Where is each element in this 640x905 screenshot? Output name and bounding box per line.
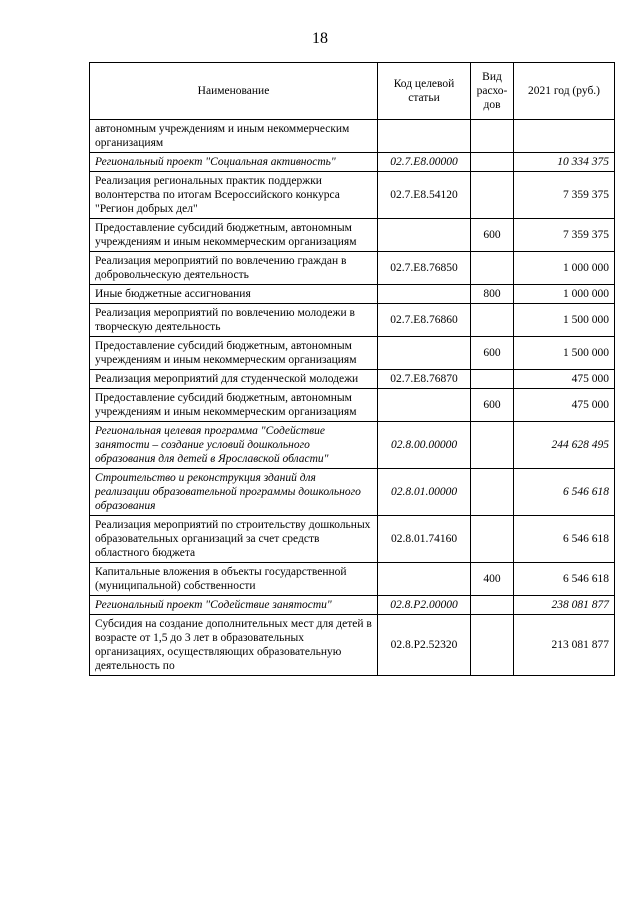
row-name-cell: Реализация региональных практик поддержки волонтерства по итогам Всероссийского конкурса "Регион добрых дел" [90, 172, 378, 219]
row-amount-cell: 238 081 877 [514, 596, 615, 615]
row-name-cell: Реализация мероприятий по вовлечению молодежи в творческую деятельность [90, 304, 378, 337]
row-name-cell: Реализация мероприятий для студенческой молодежи [90, 370, 378, 389]
table-row [90, 172, 615, 219]
table-row [90, 563, 615, 596]
table-row [90, 285, 615, 304]
row-name-cell: Региональная целевая программа "Содействие занятости – создание условий дошкольного образования для детей в Ярославской области" [90, 422, 378, 469]
row-expense-kind-cell [471, 516, 514, 563]
row-expense-kind-cell: 800 [471, 285, 514, 304]
table-row [90, 370, 615, 389]
row-name-cell: Строительство и реконструкция зданий для реализации образовательной программы дошкольного образования [90, 469, 378, 516]
budget-table [89, 62, 615, 676]
header-name: Наименование [90, 63, 378, 120]
table-row [90, 422, 615, 469]
row-amount-cell: 475 000 [514, 389, 615, 422]
row-name-cell: автономным учреждениям и иным некоммерческим организациям [90, 120, 378, 153]
row-code-cell: 02.7.Е8.76850 [378, 252, 471, 285]
row-code-cell: 02.8.01.74160 [378, 516, 471, 563]
row-expense-kind-cell [471, 422, 514, 469]
row-name-cell: Субсидия на создание дополнительных мест для детей в возрасте от 1,5 до 3 лет в образовательных организациях, осуществляющих образовательную деятельность по [90, 615, 378, 676]
row-amount-cell: 213 081 877 [514, 615, 615, 676]
table-row [90, 615, 615, 676]
row-name-cell: Региональный проект "Содействие занятости" [90, 596, 378, 615]
row-expense-kind-cell [471, 615, 514, 676]
row-code-cell [378, 120, 471, 153]
table-row [90, 337, 615, 370]
table-row [90, 304, 615, 337]
row-code-cell [378, 219, 471, 252]
row-expense-kind-cell [471, 252, 514, 285]
table-row [90, 469, 615, 516]
row-code-cell: 02.8.00.00000 [378, 422, 471, 469]
row-expense-kind-cell: 600 [471, 337, 514, 370]
row-expense-kind-cell [471, 370, 514, 389]
header-amount-2021: 2021 год (руб.) [514, 63, 615, 120]
header-expense-kind: Вид расхо-дов [471, 63, 514, 120]
header-code: Код целевой статьи [378, 63, 471, 120]
row-name-cell: Предоставление субсидий бюджетным, автономным учреждениям и иным некоммерческим организациям [90, 219, 378, 252]
row-amount-cell: 6 546 618 [514, 563, 615, 596]
row-amount-cell: 6 546 618 [514, 516, 615, 563]
table-header-row [90, 63, 615, 120]
row-code-cell: 02.8.01.00000 [378, 469, 471, 516]
row-amount-cell: 7 359 375 [514, 219, 615, 252]
row-code-cell: 02.7.Е8.76870 [378, 370, 471, 389]
page-number: 18 [312, 30, 328, 47]
row-name-cell: Предоставление субсидий бюджетным, автономным учреждениям и иным некоммерческим организациям [90, 389, 378, 422]
row-name-cell: Реализация мероприятий по вовлечению граждан в добровольческую деятельность [90, 252, 378, 285]
row-code-cell: 02.8.Р2.00000 [378, 596, 471, 615]
row-code-cell [378, 337, 471, 370]
table-row [90, 596, 615, 615]
table-row [90, 252, 615, 285]
row-expense-kind-cell [471, 596, 514, 615]
row-amount-cell: 475 000 [514, 370, 615, 389]
row-expense-kind-cell: 600 [471, 389, 514, 422]
row-name-cell: Предоставление субсидий бюджетным, автономным учреждениям и иным некоммерческим организациям [90, 337, 378, 370]
row-code-cell: 02.7.Е8.76860 [378, 304, 471, 337]
row-expense-kind-cell [471, 304, 514, 337]
row-expense-kind-cell [471, 153, 514, 172]
row-code-cell: 02.7.Е8.54120 [378, 172, 471, 219]
row-amount-cell: 1 000 000 [514, 252, 615, 285]
row-name-cell: Региональный проект "Социальная активность" [90, 153, 378, 172]
row-expense-kind-cell [471, 172, 514, 219]
row-name-cell: Иные бюджетные ассигнования [90, 285, 378, 304]
row-amount-cell: 10 334 375 [514, 153, 615, 172]
row-amount-cell: 7 359 375 [514, 172, 615, 219]
row-expense-kind-cell [471, 469, 514, 516]
row-amount-cell: 244 628 495 [514, 422, 615, 469]
row-code-cell [378, 285, 471, 304]
row-expense-kind-cell [471, 120, 514, 153]
row-amount-cell [514, 120, 615, 153]
row-code-cell: 02.7.Е8.00000 [378, 153, 471, 172]
table-row [90, 120, 615, 153]
table-row [90, 516, 615, 563]
row-expense-kind-cell: 600 [471, 219, 514, 252]
table-row [90, 389, 615, 422]
row-code-cell: 02.8.Р2.52320 [378, 615, 471, 676]
row-amount-cell: 6 546 618 [514, 469, 615, 516]
row-code-cell [378, 563, 471, 596]
table-row [90, 153, 615, 172]
row-expense-kind-cell: 400 [471, 563, 514, 596]
table-row [90, 219, 615, 252]
row-amount-cell: 1 500 000 [514, 304, 615, 337]
row-name-cell: Реализация мероприятий по строительству дошкольных образовательных организаций за счет средств областного бюджета [90, 516, 378, 563]
row-name-cell: Капитальные вложения в объекты государственной (муниципальной) собственности [90, 563, 378, 596]
row-amount-cell: 1 500 000 [514, 337, 615, 370]
row-code-cell [378, 389, 471, 422]
row-amount-cell: 1 000 000 [514, 285, 615, 304]
